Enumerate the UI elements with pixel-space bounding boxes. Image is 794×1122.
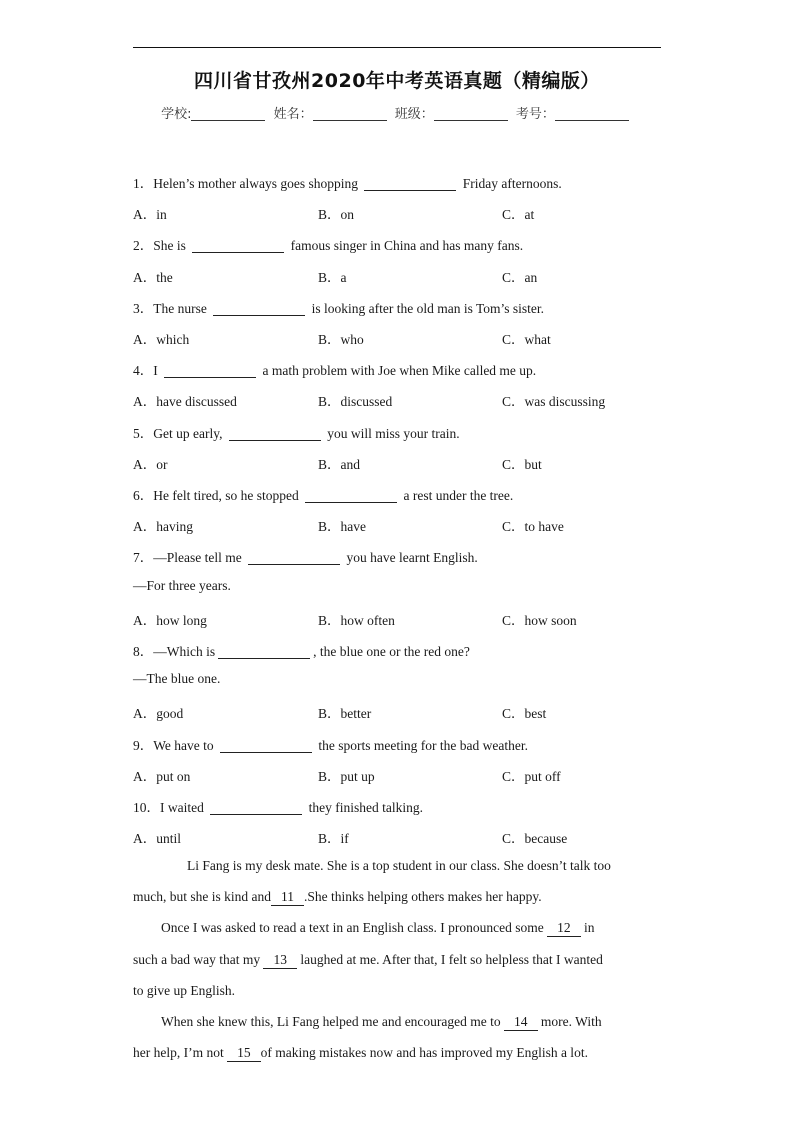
top-rule [133, 47, 661, 48]
option-c[interactable]: C．but [502, 456, 542, 472]
student-info-line [0, 103, 794, 122]
question-text: 4．I [133, 363, 162, 379]
answer-blank[interactable] [305, 488, 397, 503]
option-a[interactable]: A．having [133, 519, 193, 535]
question-stem-1 [133, 172, 562, 192]
passage-text: of making mistakes now and has improved my English a lot. [260, 1045, 588, 1060]
passage-line [133, 952, 661, 969]
question-text: 8．—Which is [133, 644, 216, 659]
question-text: 6．He felt tired, so he stopped [133, 488, 303, 503]
question-text: a rest under the tree. [400, 488, 514, 503]
question-text: you will miss your train. [323, 425, 460, 441]
question-stem-10 [133, 796, 423, 816]
option-b[interactable]: B．better [318, 706, 372, 722]
option-c[interactable]: C．put off [502, 768, 561, 784]
answer-blank[interactable] [229, 426, 321, 441]
option-a[interactable]: A．put on [133, 768, 191, 784]
question-stem-9 [133, 734, 528, 754]
question-text: , the blue one or the red one? [313, 644, 470, 659]
cloze-blank-14[interactable]: 14 [504, 1014, 538, 1031]
option-b[interactable]: B．put up [318, 768, 375, 784]
question-text: a math problem with Joe when Mike called me up. [259, 363, 537, 379]
option-b[interactable]: B．discussed [318, 394, 393, 410]
name-blank[interactable] [313, 107, 387, 121]
passage-line [133, 920, 661, 937]
option-b[interactable]: B．who [318, 332, 364, 347]
passage-text: Once I was asked to read a text in an English class. I pronounced some [161, 920, 548, 935]
option-a[interactable]: A．good [133, 706, 184, 722]
question-text: 9．We have to [133, 737, 218, 753]
cloze-blank-13[interactable]: 13 [263, 952, 297, 969]
option-c[interactable]: C．to have [502, 519, 564, 535]
question-stem-2 [133, 234, 523, 254]
passage-text: her help, I’m not [133, 1045, 228, 1060]
answer-blank[interactable] [248, 550, 340, 565]
option-c[interactable]: C．because [502, 831, 568, 847]
passage-text: more. With [537, 1014, 602, 1029]
passage-text: such a bad way that my [133, 952, 264, 967]
option-b[interactable]: B．if [318, 831, 349, 847]
question-text: they finished talking. [305, 800, 423, 815]
question-text: 1．Helen’s mother always goes shopping [133, 176, 362, 191]
passage-text: Li Fang is my desk mate. She is a top student in our class. She doesn’t talk too [187, 858, 611, 873]
option-c[interactable]: C．at [502, 207, 535, 223]
question-text: 10．I waited [133, 800, 208, 815]
passage-text: .She thinks helping others makes her happy. [304, 889, 542, 904]
question-text: you have learnt English. [343, 550, 478, 566]
question-text: is looking after the old man is Tom’s sister. [308, 300, 545, 316]
option-a[interactable]: A．in [133, 207, 167, 223]
question-text: 2．She is [133, 238, 190, 254]
exam-number-label: 考号： [515, 107, 555, 122]
name-label: 姓名： [273, 107, 313, 122]
answer-blank[interactable] [220, 738, 312, 753]
option-c[interactable]: C．was discussing [502, 394, 606, 410]
question-text: 5．Get up early, [133, 425, 226, 441]
answer-blank[interactable] [364, 176, 456, 191]
class-label: 班级： [394, 107, 434, 122]
passage-text: laughed at me. After that, I felt so helpless that I wanted [296, 952, 603, 967]
option-a[interactable]: A．or [133, 456, 168, 472]
class-blank[interactable] [434, 107, 508, 121]
answer-blank[interactable] [210, 800, 302, 815]
page-title: 四川省甘孜州2020年中考英语真题（精编版） [194, 70, 600, 92]
passage-line [133, 1014, 661, 1031]
option-b[interactable]: B．and [318, 456, 360, 472]
option-a[interactable]: A．the [133, 269, 173, 285]
question-stem-6 [133, 484, 513, 504]
school-label: 学校: [161, 107, 192, 122]
passage-line [133, 858, 661, 874]
answer-blank[interactable] [218, 644, 310, 659]
question-text: 3．The nurse [133, 300, 211, 316]
option-b[interactable]: B．on [318, 207, 355, 223]
passage-text: much, but she is kind and [133, 889, 271, 904]
exam-number-blank[interactable] [555, 107, 629, 121]
school-blank[interactable] [191, 107, 265, 121]
option-a[interactable]: A．have discussed [133, 394, 237, 410]
answer-blank[interactable] [213, 301, 305, 316]
option-c[interactable]: C．an [502, 269, 538, 285]
question-stem-7 [133, 546, 478, 566]
option-a[interactable]: A．which [133, 332, 190, 347]
answer-blank[interactable] [192, 238, 284, 253]
question-text: famous singer in China and has many fans. [287, 238, 524, 254]
passage-line [133, 983, 661, 999]
question-stem-5 [133, 422, 460, 442]
cloze-blank-12[interactable]: 12 [547, 920, 581, 937]
option-b[interactable]: B．how often [318, 612, 395, 628]
cloze-blank-11[interactable]: 11 [271, 889, 304, 906]
passage-text: When she knew this, Li Fang helped me and encouraged me to [161, 1014, 505, 1029]
option-a[interactable]: A．how long [133, 612, 207, 628]
cloze-blank-15[interactable]: 15 [227, 1045, 261, 1062]
passage-line [133, 1045, 661, 1062]
option-c[interactable]: C．best [502, 706, 547, 722]
dialogue-reply: —The blue one. [133, 671, 221, 687]
question-text: 7．—Please tell me [133, 550, 246, 566]
question-stem-8 [133, 640, 470, 660]
option-b[interactable]: B．have [318, 519, 366, 535]
question-stem-3 [133, 297, 544, 317]
question-text: Friday afternoons. [459, 176, 562, 191]
passage-text: in [580, 920, 595, 935]
option-c[interactable]: C．how soon [502, 612, 577, 628]
option-a[interactable]: A．until [133, 831, 182, 847]
passage-line [133, 889, 661, 906]
answer-blank[interactable] [164, 363, 256, 378]
option-c[interactable]: C．what [502, 332, 551, 347]
question-text: the sports meeting for the bad weather. [315, 737, 528, 753]
option-b[interactable]: B．a [318, 269, 347, 285]
dialogue-reply: —For three years. [133, 577, 231, 593]
passage-text: to give up English. [133, 983, 235, 998]
question-stem-4 [133, 359, 536, 379]
